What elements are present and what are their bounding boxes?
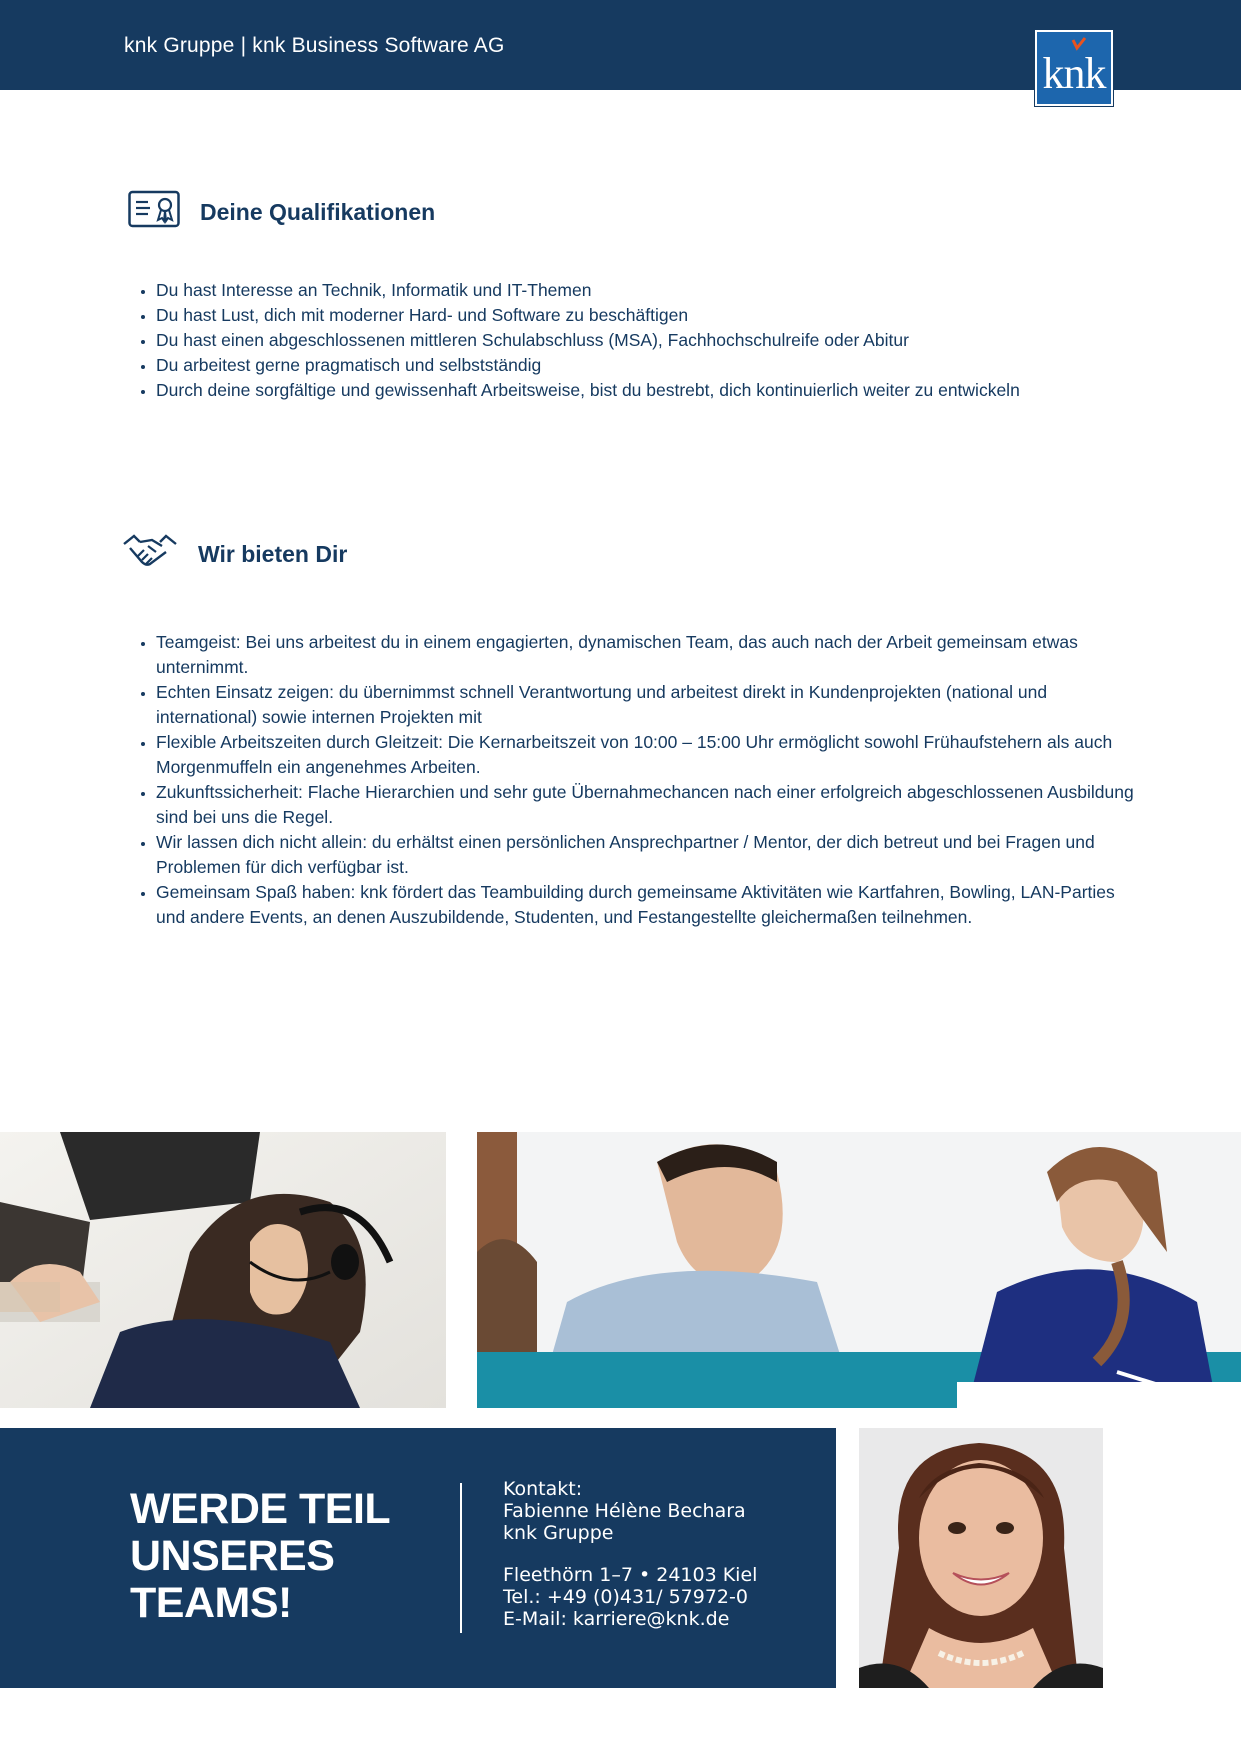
cta-line <box>130 1580 390 1627</box>
angebot-heading <box>122 530 347 579</box>
contact-phone: Tel.: +49 (0)431/ 57972-0 <box>503 1586 748 1608</box>
header-title: knk Gruppe | knk Business Software AG <box>124 34 505 57</box>
list-item: • Flexible Arbeitszeiten durch Gleitzeit: Die Kernarbeitszeit von 10:00 – 15:00 Uhr ermöglicht sowohl Frühaufstehern als auch Morgenmuffeln ein angenehmes Arbeiten. <box>156 730 1136 780</box>
photo-contact-portrait <box>859 1428 1103 1688</box>
qualifikationen-title: Deine Qualifikationen <box>200 199 436 225</box>
header-bar <box>0 0 1241 98</box>
contact-company: knk Gruppe <box>503 1522 614 1544</box>
contact-label: Kontakt: <box>503 1478 583 1500</box>
cta-line <box>130 1533 390 1580</box>
handshake-icon <box>122 530 178 579</box>
list-item: • Gemeinsam Spaß haben: knk fördert das Teambuilding durch gemeinsame Aktivitäten wie Kartfahren, Bowling, LAN-Parties und andere Events, an denen Auszubildende, Studenten, und Festangestellte gleichermaßen teilnehmen. <box>156 880 1136 930</box>
angebot-title: Wir bieten Dir <box>198 541 348 567</box>
angebot-list <box>130 630 1136 930</box>
cta-line-text: WERDE TEIL <box>130 1485 391 1533</box>
list-item: • Du hast einen abgeschlossenen mittleren Schulabschluss (MSA), Fachhochschulreife oder Abitur <box>156 328 1156 353</box>
photo-headset-woman <box>0 1132 446 1408</box>
qualifikationen-list <box>130 278 1156 403</box>
qualifikationen-heading <box>128 190 435 235</box>
cta-line <box>130 1486 390 1533</box>
list-item: • Teamgeist: Bei uns arbeitest du in einem engagierten, dynamischen Team, das auch nach der Arbeit gemeinsam etwas unternimmt. <box>156 630 1136 680</box>
certificate-icon <box>128 190 180 235</box>
photo-team-meeting <box>477 1132 1241 1408</box>
contact-email[interactable]: E-Mail: karriere@knk.de <box>503 1608 730 1630</box>
list-item: • Du hast Lust, dich mit moderner Hard- und Software zu beschäftigen <box>156 303 1156 328</box>
list-item: • Du hast Interesse an Technik, Informatik und IT-Themen <box>156 278 1156 303</box>
cta-line-text: UNSERES <box>130 1532 335 1580</box>
list-item: • Zukunftssicherheit: Flache Hierarchien und sehr gute Übernahmechancen nach einer erfolgreich abgeschlossenen Ausbildung sind bei uns die Regel. <box>156 780 1136 830</box>
cta-headline <box>130 1486 390 1627</box>
list-item: • Wir lassen dich nicht allein: du erhältst einen persönlichen Ansprechpartner / Mentor, der dich betreut und bei Fragen und Problemen für dich verfügbar ist. <box>156 830 1136 880</box>
list-item: • Echten Einsatz zeigen: du übernimmst schnell Verantwortung und arbeitest direkt in Kundenprojekten (national und international) sowie internen Projekten mit <box>156 680 1136 730</box>
divider <box>460 1483 462 1633</box>
contact-block <box>503 1478 757 1630</box>
knk-logo <box>1035 30 1113 106</box>
cta-panel <box>0 1428 836 1688</box>
contact-name: Fabienne Hélène Bechara <box>503 1500 746 1522</box>
list-item: • Durch deine sorgfältige und gewissenhaft Arbeitsweise, bist du bestrebt, dich kontinuierlich weiter zu entwickeln <box>156 378 1156 403</box>
contact-address: Fleethörn 1–7 • 24103 Kiel <box>503 1564 758 1586</box>
list-item: • Du arbeitest gerne pragmatisch und selbstständig <box>156 353 1156 378</box>
logo-text: knk <box>1042 49 1106 98</box>
cta-line-text: TEAMS! <box>130 1579 292 1627</box>
